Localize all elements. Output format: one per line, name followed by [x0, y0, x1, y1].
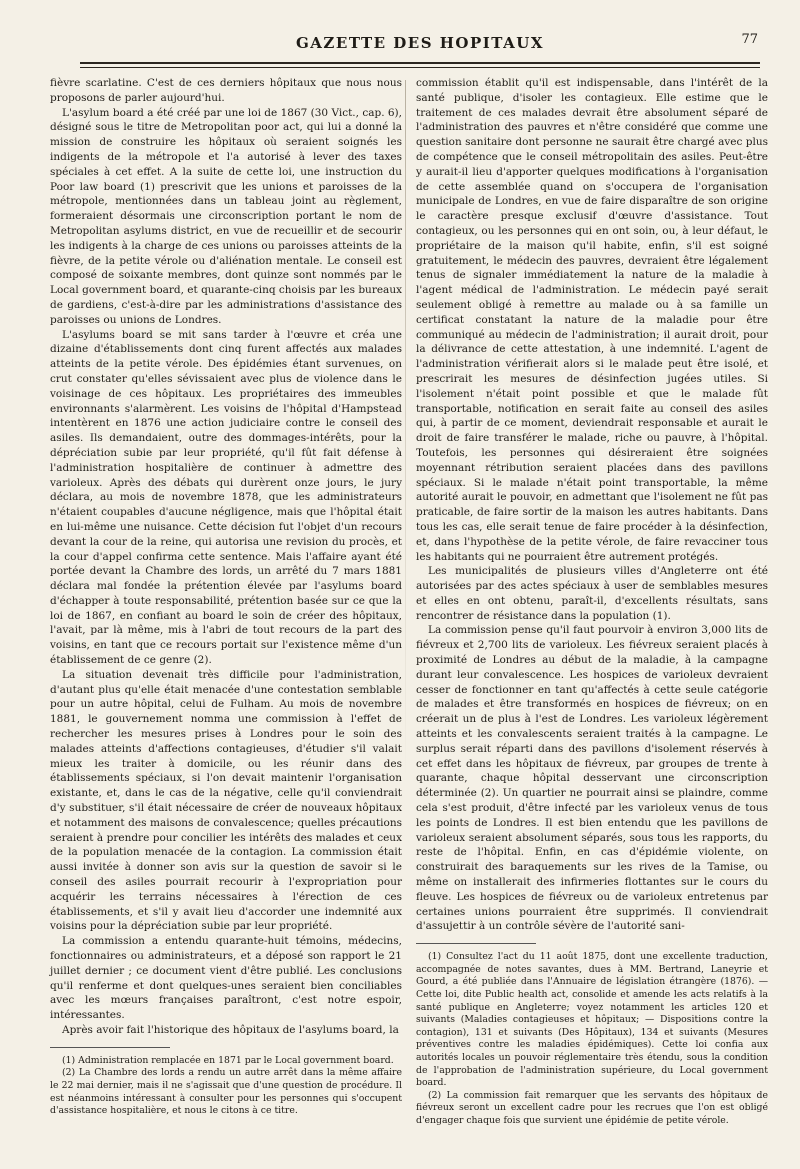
- paragraph: La situation devenait très difficile pour l'administration, d'autant plus qu'elle était menacée d'une contestation semblable pour un autre hôpital, celui de Fulham. Au mois de novembre 1881, le gouvernement nomma une commission à l'effet de rechercher les mesures prises à Londres pour le soin des malades atteints d'affections contagieuses, d'étudier s'il valait mieux les traiter à domicile, ou les réunir dans des établissements spéciaux, si l'on devait maintenir l'organisation existante, et, dans le cas de la négative, celle qu'il conviendrait d'y substituer, s'il était nécessaire de créer de nouveaux hôpitaux et notamment des maisons de convalescence; quelles précautions seraient à prendre pour concilier les intérêts des malades et ceux de la population menacée de la contagion. La commission était aussi invitée à donner son avis sur la question de savoir si le conseil des asiles pourrait recourir à l'expropriation pour acquérir les terrains nécessaires à l'érection de ces établissements, et s'il y avait lieu d'accorder une indemnité aux voisins pour la dépréciation subie par leur propriété.: [50, 668, 402, 933]
- paragraph: L'asylums board se mit sans tarder à l'œuvre et créa une dizaine d'établissements dont cinq furent affectés aux malades atteints de la petite vérole. Des épidémies étant survenues, on crut constater qu'elles sévissaient avec plus de violence dans le voisinage de ces hôpitaux. Les propriétaires des immeubles environnants s'alarmèrent. Les voisins de l'hôpital d'Hampstead intentèrent en 1876 une action judiciaire contre le conseil des asiles. Ils demandaient, outre des dommages-intérêts, pour la dépréciation subie par leur propriété, qu'il fût fait défense à l'administration hospitalière de continuer à admettre des varioleux. Après des débats qui durèrent onze jours, le jury déclara, au mois de novembre 1878, que les administrateurs n'étaient coupables d'aucune négligence, mais que l'hôpital était en lui-même une nuisance. Cette décision fut l'objet d'un recours devant la cour de la reine, qui autorisa une revision du procès, et la cour d'appel confirma cette sentence. Mais l'affaire ayant été portée devant la Chambre des lords, un arrêté du 7 mars 1881 déclara mal fondée la prétention élevée par l'asylums board d'échapper à toute responsabilité, prétention basée sur ce que la loi de 1867, en confiant au board le soin de créer des hôpitaux, l'avait, par là même, mis à l'abri de tout recours de la part des voisins, en tant que ce recours portait sur l'existence même d'un établissement de ce genre (2).: [50, 328, 402, 667]
- paragraph: Après avoir fait l'historique des hôpitaux de l'asylums board, la: [62, 1024, 399, 1036]
- page-number: 77: [741, 32, 758, 47]
- paragraph: commission établit qu'il est indispensable, dans l'intérêt de la santé publique, d'isoler les contagieux. Elle estime que le traitement de ces malades devrait être absolument séparé de l'administration des pauvres et n'être considéré que comme une question sanitaire dont personne ne saurait être chargé avec plus de compétence que le conseil métropolitain des asiles. Peut-être y aurait-il lieu d'apporter quelques modifications à l'organisation de cette assemblée quand on s'occupera de l'organisation municipale de Londres, en vue de faire disparaître de son origine le caractère presque exclusif d'œuvre d'assistance. Tout contagieux, ou les personnes qui en ont soin, ou, à leur défaut, le propriétaire de la maison qu'il habite, enfin, s'il est soigné gratuitement, le médecin des pauvres, devraient être légalement tenus de signaler immédiatement la nature de la maladie à l'agent médical de l'administration. Le médecin payé serait seulement obligé à remettre au malade ou à sa famille un certificat constatant la nature de la maladie pour être communiqué au médecin de l'administration; il aurait droit, pour la délivrance de cette attestation, à une indemnité. L'agent de l'administration vérifierait alors si le malade peut être isolé, et prescrirait les mesures de désinfection jugées utiles. Si l'isolement n'était point possible et que le malade fût transportable, notification en serait faite au conseil des asiles qui, à partir de ce moment, deviendrait responsable et aurait le droit de faire transférer le malade, riche ou pauvre, à l'hôpital. Toutefois, les personnes qui désireraient être soignées moyennant rétribution seraient placées dans des pavillons spéciaux. Si le malade n'était point transportable, la même autorité aurait le pouvoir, en admettant que l'isolement ne fût pas praticable, de faire sortir de la maison les autres habitants. Dans tous les cas, elle serait tenue de faire procéder à la désinfection, et, dans l'hypothèse de la petite vérole, de faire revacciner tous les habitants qui ne pourraient être autrement protégés.: [416, 77, 768, 563]
- footnote: (1) Administration remplacée en 1871 par le Local government board.: [62, 1054, 394, 1066]
- footnote: (2) La commission fait remarquer que les servants des hôpitaux de fiévreux seront un excellent cadre pour les recrues que l'on est obligé d'engager chaque fois que survient une épidémie de petite vérole.: [416, 1089, 768, 1126]
- footnote: (1) Consultez l'act du 11 août 1875, dont une excellente traduction, accompagnée de notes savantes, dues à MM. Bertrand, Laneyrie et Gourd, a été publiée dans l'Annuaire de législation étrangère (1876). — Cette loi, dite Public health act, consolide et amende les acts relatifs à la santé publique en Angleterre; voyez notamment les articles 120 et suivants (Maladies contagieuses et hôpitaux; — Dispositions contre la contagion), 131 et suivants (Des Hôpitaux), 134 et suivants (Mesures préventives contre les maladies épidémiques). Cette loi confia aux autorités locales un pouvoir réglementaire très étendu, sous la condition de l'approbation de l'administration supérieure, du Local government board.: [416, 951, 768, 1089]
- paragraph: L'asylum board a été créé par une loi de 1867 (30 Vict., cap. 6), désigné sous le titre de Metropolitan poor act, qui lui a donné la mission de construire les hôpitaux où seraient soignés les indigents de la métropole et l'a autorisé à lever des taxes spéciales à cet effet. A la suite de cette loi, une instruction du Poor law board (1) prescrivit que les unions et paroisses de la métropole, mentionnées dans un tableau joint au règlement, formeraient désormais une circonscription portant le nom de Metropolitan asylums district, en vue de recueillir et de secourir les indigents à la charge de ces unions ou paroisses atteints de la fièvre, de la petite vérole ou d'aliénation mentale. Le conseil est composé de soixante membres, dont quinze sont nommés par le Local government board, et quarante-cinq choisis par les bureaux de gardiens, c'est-à-dire par les administrations d'assistance des paroisses ou unions de Londres.: [50, 106, 403, 326]
- right-column: [416, 76, 768, 1128]
- paragraph: Les municipalités de plusieurs villes d'Angleterre ont été autorisées par des actes spéciaux à user de semblables mesures et elles en ont obtenu, paraît-il, d'excellents résultats, sans rencontrer de résistance dans la population (1).: [416, 565, 768, 622]
- footnote: (2) La Chambre des lords a rendu un autre arrêt dans la même affaire le 22 mai dernier, mais il ne s'agissait que d'une question de procédure. Il est néanmoins intéressant à consulter pour les personnes qui s'occupent d'assistance hospitalière, et nous le citons à ce titre.: [50, 1067, 402, 1117]
- footnote-rule: [50, 1047, 170, 1048]
- left-column: [50, 76, 402, 1118]
- paragraph: La commission pense qu'il faut pourvoir à environ 3,000 lits de fiévreux et 2,700 lits de varioleux. Les fiévreux seraient placés à proximité de Londres au début de la maladie, à la campagne durant leur convalescence. Les hospices de varioleux devraient cesser de fonctionner en tant qu'affectés à cette seule catégorie de malades et être transformés en hospices de fiévreux; on en créerait un de plus à l'est de Londres. Les varioleux légèrement atteints et les convalescents seraient traités à la campagne. Le surplus serait réparti dans des pavillons d'isolement réservés à cet effet dans les hôpitaux de fiévreux, par groupes de trente à quarante, chaque hôpital desservant une circonscription déterminée (2). Un quartier ne pourrait ainsi se plaindre, comme cela s'est produit, d'être infecté par les varioleux venus de tous les points de Londres. Il est bien entendu que les pavillons de varioleux seraient absolument séparés, sous tous les rapports, du reste de l'hôpital. Enfin, en cas d'épidémie violente, on construirait des baraquements sur les rives de la Tamise, ou même on installerait des infirmeries flottantes sur le cours du fleuve. Les hospices de fiévreux ou de varioleux entretenus par certaines unions pourraient être supprimés. Il conviendrait d'assujettir à un contrôle sévère de l'autorité sani-: [416, 624, 768, 933]
- column-gutter: [405, 80, 406, 780]
- page-header: [80, 28, 760, 64]
- journal-title: GAZETTE DES HOPITAUX: [295, 34, 544, 52]
- paragraph: La commission a entendu quarante-huit témoins, médecins, fonctionnaires ou administrateurs, et a déposé son rapport le 21 juillet dernier ; ce document vient d'être publié. Les conclusions qu'il renferme et dont quelques-unes seraient bien conciliables avec les mœurs françaises paraîtront, c'est notre espoir, intéressantes.: [50, 935, 402, 1022]
- footnote-rule: [416, 943, 536, 944]
- paragraph: fièvre scarlatine. C'est de ces derniers hôpitaux que nous nous proposons de parler aujourd'hui.: [50, 77, 402, 104]
